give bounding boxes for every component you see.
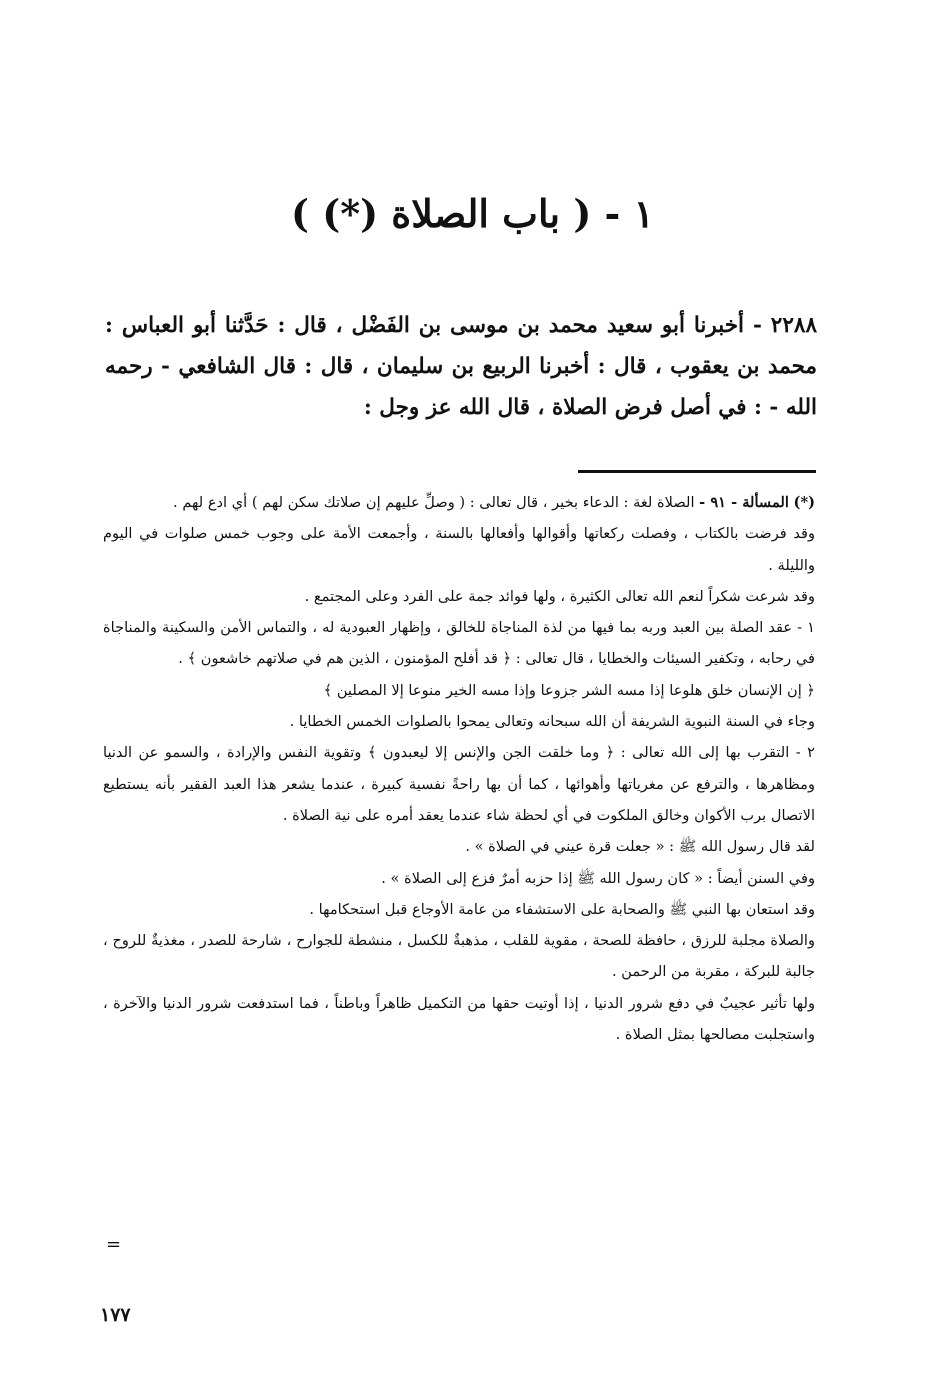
issue-label: المسألة - ٩١ - — [699, 494, 789, 511]
footnote-paragraph-11: والصلاة مجلبة للرزق ، حافظة للصحة ، مقوية للقلب ، مذهبةٌ للكسل ، منشطة للجوارح ، شارحة للصدر ، مغذيةٌ للروح ، جالبة للبركة ، مقربة من الرحمن . — [103, 932, 815, 981]
chapter-title: ١ - ( باب الصلاة (*) ) — [291, 191, 654, 236]
footnote-paragraph-1 — [103, 487, 815, 518]
footnote-text-1: الصلاة لغة : الدعاء بخير ، قال تعالى : ( وصلِّ عليهم إن صلاتك سكن لهم ) أي ادع لهم . — [173, 494, 695, 511]
footnote-divider — [578, 470, 816, 473]
footnotes — [103, 487, 815, 1050]
footnote-paragraph-2: وقد فرضت بالكتاب ، وفصلت ركعاتها وأقوالها وأفعالها بالسنة ، وأجمعت الأمة على وجوب خمس صلوات في اليوم والليلة . — [103, 525, 815, 574]
footnote-paragraph-12: ولها تأثير عجيبٌ في دفع شرور الدنيا ، إذا أوتيت حقها من التكميل ظاهراً وباطناً ، فما استدفعت شرور الدنيا والآخرة ، واستجلبت مصالحها بمثل الصلاة . — [103, 994, 815, 1044]
footnote-paragraph-10: وقد استعان بها النبي ﷺ والصحابة على الاستشفاء من عامة الأوجاع قبل استحكامها . — [309, 900, 815, 918]
footnote-paragraph-6: وجاء في السنة النبوية الشريفة أن الله سبحانه وتعالى يمحوا بالصلوات الخمس الخطايا . — [289, 713, 815, 731]
footnote-marker: (*) — [793, 494, 815, 511]
footnote-paragraph-7: ٢ - التقرب بها إلى الله تعالى : ﴿ وما خلقت الجن والإنس إلا ليعبدون ﴾ وتقوية النفس والإرادة ، والسمو عن الدنيا ومظاهرها ، والترفع عن مغرياتها وأهوائها ، كما أن بها راحةً نفسية كبيرة ، عندما يشعر هذا العبد الفقير بأنه يستطيع الاتصال برب الأكوان وخالق الملكوت في أي لحظة شاء عندما يعقد أمره على نية الصلاة . — [103, 744, 815, 824]
page-number: ١٧٧ — [100, 1304, 131, 1326]
footnote-paragraph-9: وفي السنن أيضاً : « كان رسول الله ﷺ إذا حزبه أمرٌ فزع إلى الصلاة » . — [381, 869, 815, 887]
hadith-text: ٢٢٨٨ - أخبرنا أبو سعيد محمد بن موسى بن الفَضْل ، قال : حَدَّثنا أبو العباس : محمد بن يعقوب ، قال : أخبرنا الربيع بن سليمان ، قال : قال الشافعي - رحمه الله - : في أصل فرض الصلاة ، قال الله عز وجل : — [105, 313, 817, 420]
footnote-paragraph-8: لقد قال رسول الله ﷺ : « جعلت قرة عيني في الصلاة » . — [465, 838, 815, 856]
footnote-paragraph-4: ١ - عقد الصلة بين العبد وربه بما فيها من لذة المناجاة للخالق ، وإظهار العبودية له ، والتماس الأمن والسكينة والمناجاة في رحابه ، وتكفير السيئات والخطايا ، قال تعالى : ﴿ قد أفلح المؤمنون ، الذين هم في صلاتهم خاشعون ﴾ . — [103, 619, 815, 668]
continuation-mark: = — [106, 1234, 122, 1255]
footnote-paragraph-5: ﴿ إن الإنسان خلق هلوعا إذا مسه الشر جزوعا وإذا مسه الخير منوعا إلا المصلين ﴾ — [323, 681, 815, 699]
footnote-paragraph-3: وقد شرعت شكراً لنعم الله تعالى الكثيرة ، ولها فوائد جمة على الفرد وعلى المجتمع . — [304, 587, 815, 605]
